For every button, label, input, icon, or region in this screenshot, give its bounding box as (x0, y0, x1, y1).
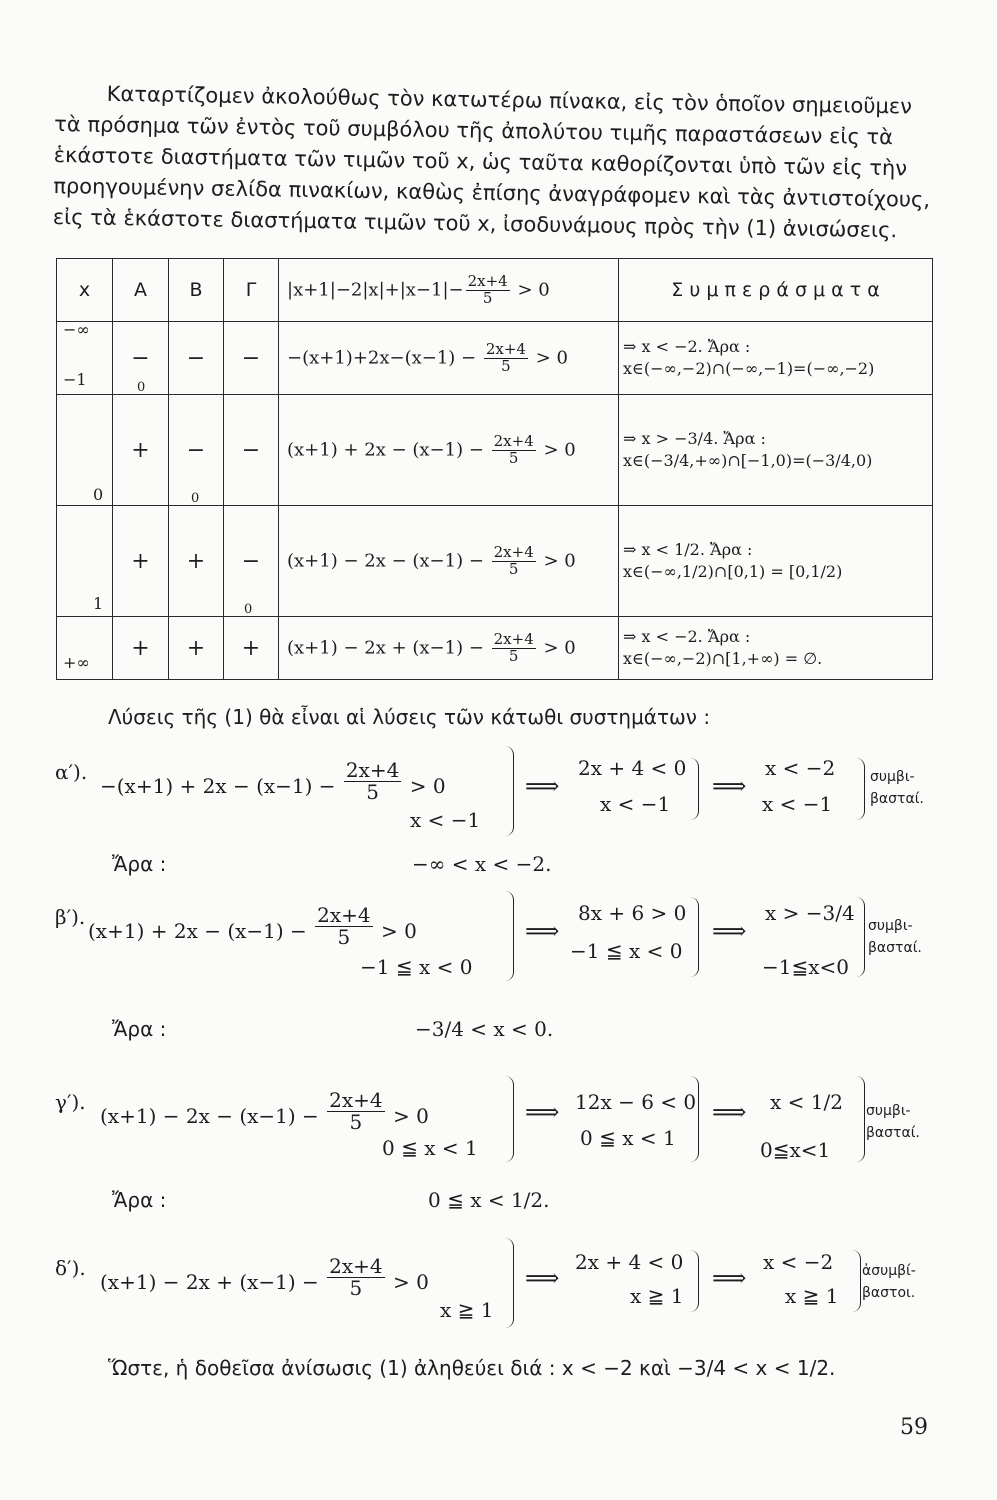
x-mark: 0 (93, 485, 104, 504)
system-final: 0 ≦ x < 1/2. (428, 1188, 550, 1212)
system-label: β′). (55, 905, 86, 929)
system-condition: −1 ≦ x < 0 (360, 955, 473, 979)
fraction: $\frac{2x+4}{5}$ (467, 271, 508, 307)
system-brace (505, 746, 514, 836)
mid-step: 2x + 4 < 0 (578, 756, 687, 780)
table-row (57, 617, 933, 680)
system-final: −∞ < x < −2. (412, 852, 552, 876)
system-brace (690, 897, 699, 977)
therefore-label: Ἄρα : (112, 852, 167, 876)
system-brace (690, 1076, 699, 1162)
zero-mark: 0 (137, 380, 146, 395)
system-alpha (0, 740, 997, 880)
system-inequality: (x+1) − 2x + (x−1) − $\frac{2x+4}{5}$ > 0 (100, 1254, 429, 1300)
implies-arrow: ⟹ (712, 1264, 747, 1292)
result: x < 1/2 (770, 1090, 843, 1114)
sign-a: − 0 (113, 322, 169, 395)
sign-g: + (224, 617, 279, 680)
system-inequality: (x+1) + 2x − (x−1) − $\frac{2x+4}{5}$ > 0 (88, 903, 417, 949)
intro-paragraph (53, 78, 935, 247)
system-brace (856, 897, 865, 977)
result: 0≦x<1 (760, 1138, 831, 1162)
system-brace (690, 1250, 699, 1312)
fraction: $\frac{2x+4}{5}$ (329, 1254, 383, 1300)
system-brace (852, 1250, 861, 1312)
intro-line: εἰς τὰ ἑκάστοτε διαστήματα τιμῶν τοῦ x, ἰσοδυνάμους πρὸς τὴν (1) ἀνισώσεις. (52, 204, 898, 243)
fraction: $\frac{2x+4}{5}$ (485, 339, 526, 375)
result: x < −2 (763, 1250, 834, 1274)
intro-line: τὰ πρόσημα τῶν ἐντὸς τοῦ συμβόλου τῆς ἀπολύτου τιμῆς παραστάσεων εἰς τὰ (54, 111, 894, 150)
x-interval-cell (57, 322, 113, 395)
implies-arrow: ⟹ (525, 1098, 560, 1126)
header-b: B (169, 259, 224, 322)
sign-g: − (224, 322, 279, 395)
system-condition: x < −1 (410, 808, 481, 832)
sign-b: + (169, 506, 224, 617)
system-final: −3/4 < x < 0. (415, 1017, 554, 1041)
implies-arrow: ⟹ (525, 917, 560, 945)
therefore-label: Ἄρα : (112, 1188, 167, 1212)
x-interval-cell (57, 506, 113, 617)
mid-step: x < −1 (600, 792, 671, 816)
x-mark: −1 (63, 370, 87, 389)
row-expression: −(x+1)+2x−(x−1) − $\frac{2x+4}{5}$ > 0 (279, 322, 619, 395)
compatibility-note: ἀσυμβί- βαστοι. (862, 1263, 916, 1301)
sign-a: + (113, 617, 169, 680)
fraction: $\frac{2x+4}{5}$ (329, 1088, 383, 1134)
compatibility-note: συμβι- βασταί. (866, 1103, 920, 1141)
intro-line: ἑκάστοτε διαστήματα τῶν τιμῶν τοῦ x, ὡς ταῦτα καθορίζονται ὑπὸ τῶν εἰς τὴν (53, 142, 908, 181)
mid-step: 12x − 6 < 0 (575, 1090, 697, 1114)
sign-b: − 0 (169, 395, 224, 506)
system-label: δ′). (55, 1256, 86, 1280)
fraction: $\frac{2x+4}{5}$ (493, 629, 534, 665)
x-mark: +∞ (63, 653, 90, 672)
header-a: A (113, 259, 169, 322)
fraction: $\frac{2x+4}{5}$ (345, 758, 400, 804)
header-conclusions: Σ υ μ π ε ρ ά σ μ α τ α (619, 259, 933, 322)
header-expression: |x+1|−2|x|+|x−1|− $\frac{2x+4}{5}$ > 0 (279, 259, 619, 322)
zero-mark: 0 (191, 491, 200, 506)
intro-line: προηγουμένην σελίδα πινακίων, καθὼς ἐπίσης ἀναγράφομεν καὶ τὰς ἀντιστοίχους, (53, 173, 931, 212)
result: x ≧ 1 (785, 1284, 839, 1308)
sign-table (56, 258, 933, 680)
table-row (57, 506, 933, 617)
zero-mark: 0 (244, 602, 253, 617)
conclusion-text: Ὥστε, ἡ δοθεῖσα ἀνίσωσις (1) ἀληθεύει διά : x < −2 καὶ −3/4 < x < 1/2. (108, 1356, 836, 1380)
intro-line: Καταρτίζομεν ἀκολούθως τὸν κατωτέρω πίνακα, εἰς τὸν ὁποῖον σημειοῦμεν (106, 81, 913, 119)
result: x < −2 (765, 756, 836, 780)
sign-g: − 0 (224, 506, 279, 617)
system-inequality: (x+1) − 2x − (x−1) − $\frac{2x+4}{5}$ > 0 (100, 1088, 429, 1134)
header-x: x (57, 259, 113, 322)
system-label: α′). (55, 760, 88, 784)
sign-a: + (113, 506, 169, 617)
system-gamma (0, 1062, 997, 1222)
system-condition: x ≧ 1 (440, 1298, 494, 1322)
system-brace (505, 891, 514, 981)
table-row (57, 395, 933, 506)
x-interval-cell (57, 395, 113, 506)
row-expression: (x+1) − 2x + (x−1) − $\frac{2x+4}{5}$ > 0 (279, 617, 619, 680)
implies-arrow: ⟹ (525, 772, 560, 800)
system-brace (505, 1238, 514, 1328)
system-label: γ′). (55, 1090, 86, 1114)
result: x < −1 (762, 792, 833, 816)
implies-arrow: ⟹ (712, 1098, 747, 1126)
row-expression: (x+1) + 2x − (x−1) − $\frac{2x+4}{5}$ > 0 (279, 395, 619, 506)
sign-g: − (224, 395, 279, 506)
x-mark: −∞ (63, 320, 90, 339)
row-expression: (x+1) − 2x − (x−1) − $\frac{2x+4}{5}$ > 0 (279, 506, 619, 617)
mid-step: 0 ≦ x < 1 (580, 1126, 676, 1150)
sign-a: + (113, 395, 169, 506)
compatibility-note: συμβι- βασταί. (868, 918, 922, 956)
row-conclusion: ⇒ x < −2. Ἄρα : x∈(−∞,−2)∩(−∞,−1)=(−∞,−2) (619, 322, 933, 395)
system-inequality: −(x+1) + 2x − (x−1) − $\frac{2x+4}{5}$ > 0 (100, 758, 446, 804)
x-mark: 1 (93, 594, 104, 613)
sign-b: − (169, 322, 224, 395)
compatibility-note: συμβι- βασταί. (870, 769, 924, 807)
implies-arrow: ⟹ (525, 1264, 560, 1292)
implies-arrow: ⟹ (712, 917, 747, 945)
fraction: $\frac{2x+4}{5}$ (493, 542, 534, 578)
fraction: $\frac{2x+4}{5}$ (317, 903, 371, 949)
system-beta (0, 885, 997, 1055)
row-conclusion: ⇒ x < −2. Ἄρα : x∈(−∞,−2)∩[1,+∞) = ∅. (619, 617, 933, 680)
solutions-heading: Λύσεις τῆς (1) θὰ εἶναι αἱ λύσεις τῶν κάτωθι συστημάτων : (108, 705, 711, 729)
mid-step: 8x + 6 > 0 (578, 901, 687, 925)
page-number: 59 (900, 1415, 928, 1440)
result: −1≦x<0 (762, 955, 850, 979)
mid-step: 2x + 4 < 0 (575, 1250, 684, 1274)
result: x > −3/4 (765, 901, 855, 925)
system-condition: 0 ≦ x < 1 (382, 1136, 478, 1160)
mid-step: x ≧ 1 (630, 1284, 684, 1308)
x-interval-cell (57, 617, 113, 680)
mid-step: −1 ≦ x < 0 (570, 939, 683, 963)
table-header-row (57, 259, 933, 322)
table-row (57, 322, 933, 395)
system-brace (690, 758, 699, 820)
implies-arrow: ⟹ (712, 772, 747, 800)
header-g: Γ (224, 259, 279, 322)
system-brace (856, 1076, 865, 1162)
system-brace (505, 1076, 514, 1162)
therefore-label: Ἄρα : (112, 1017, 167, 1041)
row-conclusion: ⇒ x < 1/2. Ἄρα : x∈(−∞,1/2)∩[0,1) = [0,1/2) (619, 506, 933, 617)
system-delta (0, 1228, 997, 1338)
sign-b: + (169, 617, 224, 680)
system-brace (856, 758, 865, 820)
row-conclusion: ⇒ x > −3/4. Ἄρα : x∈(−3/4,+∞)∩[−1,0)=(−3/4,0) (619, 395, 933, 506)
fraction: $\frac{2x+4}{5}$ (493, 431, 534, 467)
